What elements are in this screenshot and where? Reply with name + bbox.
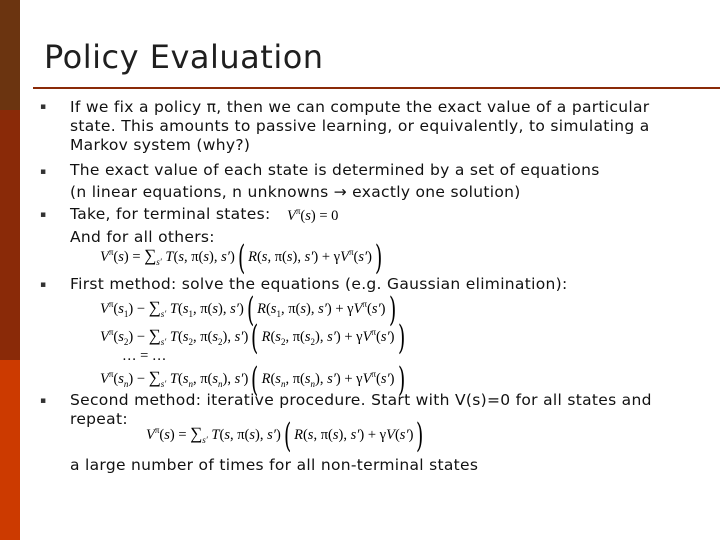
slide-title: Policy Evaluation	[44, 38, 324, 76]
bullet-marker: ▪	[40, 102, 47, 112]
bullet-2-text	[70, 161, 600, 202]
linear-equation-n: $V^\pi(s_n) - \sum_{s'}$ $T(s_n$, $\pi(s_n)$, s′)( $R(s_n$, $\pi(s_n)$, $s') + \gamma V^\pi(s')$)	[100, 359, 405, 400]
bullet-marker: ▪	[40, 210, 47, 220]
bullet-4-text	[70, 275, 568, 294]
bullet-1-line-1: If we fix a policy π, then we can compute the exact value of a particular	[70, 98, 650, 116]
terminal-state-equation: $V^\pi(s) = 0$	[287, 206, 339, 224]
ellipsis-equation: … = …	[122, 348, 167, 364]
bullet-1-text	[70, 98, 650, 155]
bullet-3-line-1: Take, for terminal states:	[70, 205, 271, 223]
bullet-1-line-3: Markov system (why?)	[70, 136, 251, 154]
bullet-5-after: a large number of times for all non-terminal states	[70, 456, 479, 474]
bullet-1-line-2: state. This amounts to passive learning, or equivalently, to simulating a	[70, 117, 650, 135]
linear-equation-2: $V^\pi(s_2) - \sum_{s'}$ $T(s_2$, $\pi(s_2)$, s′)( $R(s_2$, $\pi(s_2)$, $s') + \gamma V^\pi(s')$)	[100, 317, 405, 358]
bullet-4-line-1: First method: solve the equations (e.g. Gaussian elimination):	[70, 275, 568, 293]
bullet-marker: ▪	[40, 280, 47, 290]
side-accent-top	[0, 0, 20, 110]
linear-equation-1: $V^\pi(s_1) - \sum_{s'}$ $T(s_1$, π(s), s′)( $R(s_1$, π(s), $s') + \gamma V^\pi(s')$)	[100, 289, 396, 330]
bullet-marker: ▪	[40, 167, 47, 177]
bullet-3-line-2: And for all others:	[70, 228, 215, 246]
side-accent-bottom	[0, 360, 20, 540]
title-underline	[33, 87, 720, 89]
bellman-equation-general: $V^\pi(s) = \sum_{s'}$ T(s, π(s), s′)( R(s, π(s), $s') + \gamma V^\pi(s')$)	[100, 237, 383, 278]
bullet-5-line-2: repeat:	[70, 410, 128, 428]
bullet-marker: ▪	[40, 396, 47, 406]
bullet-2-line-1: The exact value of each state is determined by a set of equations	[70, 161, 600, 179]
iterative-update-equation: $V^\pi(s) = \sum_{s'}$ T(s, π(s), s′)( R(s, π(s), s′) + γV(s′))	[146, 415, 424, 456]
side-accent-middle	[0, 110, 20, 360]
bullet-2-line-2: (n linear equations, n unknowns → exactly one solution)	[70, 183, 521, 201]
bullet-5-line-1: Second method: iterative procedure. Start with V(s)=0 for all states and	[70, 391, 652, 409]
